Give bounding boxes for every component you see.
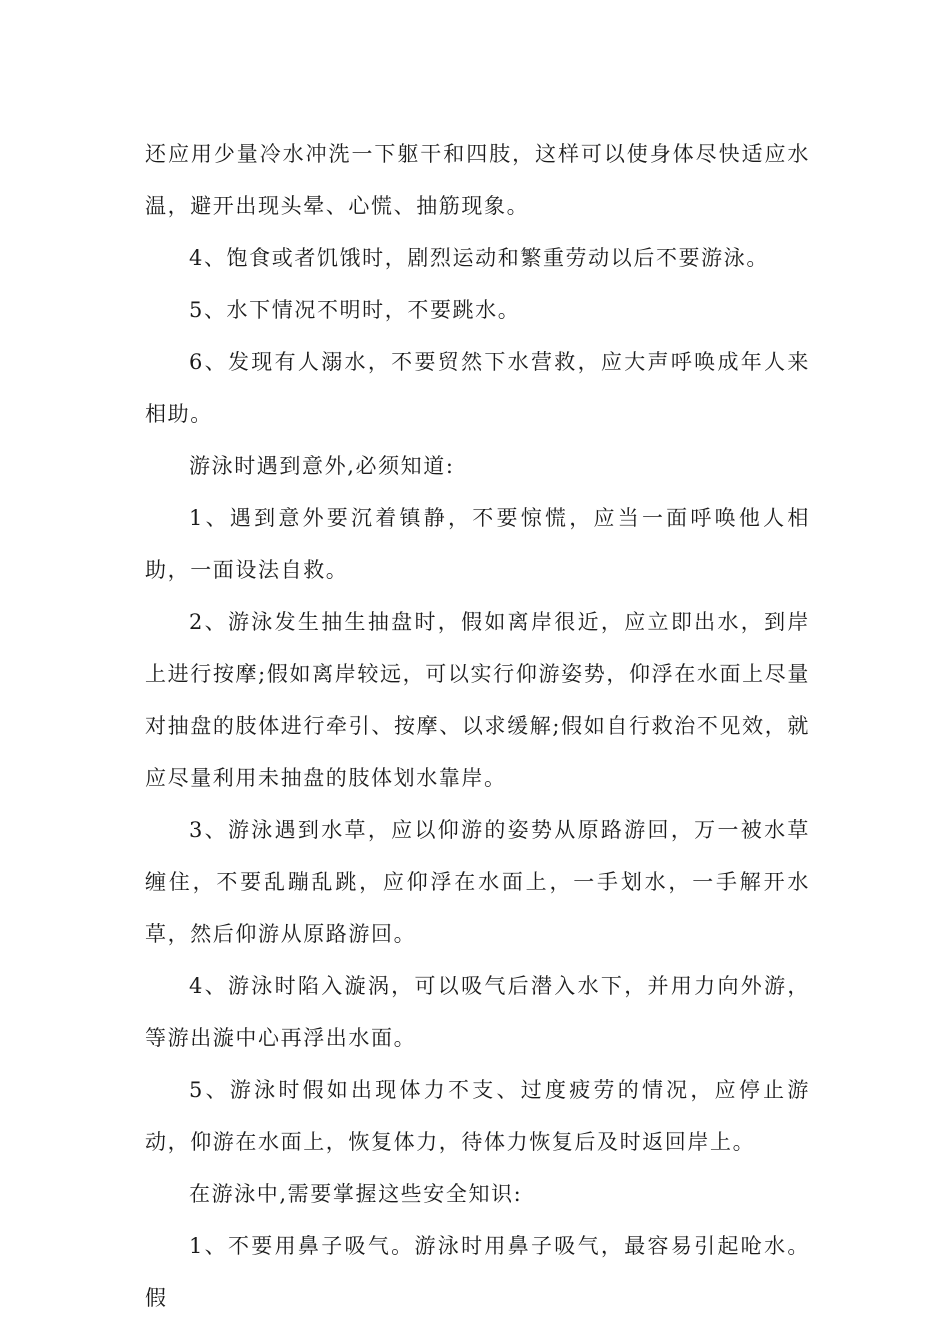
paragraph-accident-3-waterweed: 3、游泳遇到水草，应以仰游的姿势从原路游回，万一被水草缠住，不要乱蹦乱跳，应仰浮在水面上，一手划水，一手解开水草，然后仰游从原路游回。 bbox=[145, 818, 810, 946]
section-heading-accidents: 游泳时遇到意外,必须知道: bbox=[189, 454, 455, 478]
document-body bbox=[145, 128, 810, 1324]
paragraph-accident-4-whirlpool: 4、游泳时陷入漩涡，可以吸气后潜入水下，并用力向外游，等游出漩中心再浮出水面。 bbox=[145, 974, 810, 1050]
paragraph-rule-5-no-diving: 5、水下情况不明时，不要跳水。 bbox=[189, 298, 521, 322]
paragraph-safety-1-breathing: 1、不要用鼻子吸气。游泳时用鼻子吸气，最容易引起呛水。假 bbox=[145, 1234, 810, 1310]
section-heading-safety-knowledge: 在游泳中,需要掌握这些安全知识: bbox=[189, 1182, 523, 1206]
paragraph-accident-1-stay-calm: 1、遇到意外要沉着镇静，不要惊慌，应当一面呼唤他人相助，一面设法自救。 bbox=[145, 506, 810, 582]
paragraph-rule-4-full-stomach: 4、饱食或者饥饿时，剧烈运动和繁重劳动以后不要游泳。 bbox=[189, 246, 769, 270]
paragraph-accident-5-fatigue: 5、游泳时假如出现体力不支、过度疲劳的情况，应停止游动，仰游在水面上，恢复体力，待体力恢复后及时返回岸上。 bbox=[145, 1078, 810, 1154]
paragraph-rule-6-drowning-help: 6、发现有人溺水，不要贸然下水营救，应大声呼唤成年人来相助。 bbox=[145, 350, 810, 426]
paragraph-accident-2-cramps: 2、游泳发生抽生抽盘时，假如离岸很近，应立即出水，到岸上进行按摩;假如离岸较远，可以实行仰游姿势，仰浮在水面上尽量对抽盘的肢体进行牵引、按摩、以求缓解;假如自行救治不见效，就应尽量利用未抽盘的肢体划水靠岸。 bbox=[145, 610, 810, 790]
paragraph-continuation: 还应用少量冷水冲洗一下躯干和四肢，这样可以使身体尽快适应水温，避开出现头晕、心慌、抽筋现象。 bbox=[145, 142, 810, 218]
